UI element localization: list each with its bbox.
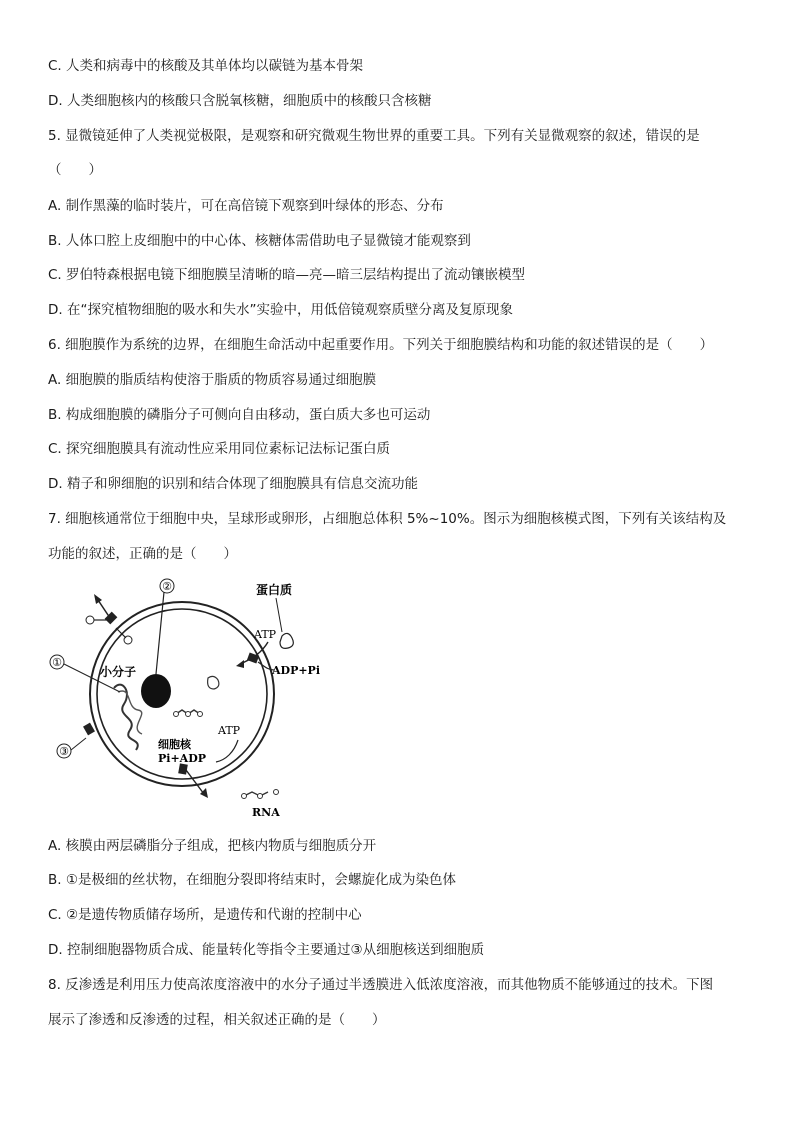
label-adp-pi: ADP+Pi [272,664,321,677]
option-5c: C. 罗伯特森根据电镜下细胞膜呈清晰的暗—亮—暗三层结构提出了流动镶嵌模型 [48,267,526,283]
protein-shape [280,633,293,648]
question-7-stem: 7. 细胞核通常位于细胞中央，呈球形或卵形，占细胞总体积 5%~10%。图示为细胞核模式图，下列有关该结构及 [48,511,727,527]
option-5d: D. 在“探究植物细胞的吸水和失水”实验中，用低倍镜观察质壁分离及复原现象 [48,302,513,318]
option-7a: A. 核膜由两层磷脂分子组成，把核内物质与细胞质分开 [48,838,377,854]
label-3: ③ [59,745,69,758]
question-8-stem: 8. 反渗透是利用压力使高浓度溶液中的水分子通过半透膜进入低浓度溶液，而其他物质不能够通过的技术。下图 [48,977,714,993]
label-nucleus: 细胞核 [158,738,191,751]
option-7c: C. ②是遗传物质储存场所，是遗传和代谢的控制中心 [48,907,362,923]
chromatin [114,685,138,750]
label-atp-top: ATP [254,628,277,641]
label-small-molecule: 小分子 [100,665,137,679]
option-6b: B. 构成细胞膜的磷脂分子可侧向自由移动，蛋白质大多也可运动 [48,407,431,423]
label-rna: RNA [252,806,280,819]
rna-strand [244,792,268,796]
small-molecule-dot [86,616,94,624]
label-atp-bottom: ATP [218,724,241,737]
option-7b: B. ①是极细的丝状物，在细胞分裂即将结束时，会螺旋化成为染色体 [48,872,456,888]
option-5b: B. 人体口腔上皮细胞中的中心体、核糖体需借助电子显微镜才能观察到 [48,233,471,249]
nucleus-diagram [40,578,340,823]
label-pi-adp: Pi+ADP [158,752,207,765]
option-6c: C. 探究细胞膜具有流动性应采用同位素标记法标记蛋白质 [48,441,391,457]
question-6-stem: 6. 细胞膜作为系统的边界，在细胞生命活动中起重要作用。下列关于细胞膜结构和功能的叙述错误的是（ ） [48,337,714,353]
question-5-stem: 5. 显微镜延伸了人类视觉极限，是观察和研究微观生物世界的重要工具。下列有关显微观察的叙述，错误的是 [48,128,700,144]
option-6a: A. 细胞膜的脂质结构使溶于脂质的物质容易通过细胞膜 [48,372,377,388]
option-6d: D. 精子和卵细胞的识别和结合体现了细胞膜具有信息交流功能 [48,476,418,492]
question-7-stem-cont: 功能的叙述，正确的是（ ） [48,546,237,562]
label-2: ② [162,580,172,593]
label-protein: 蛋白质 [256,583,293,597]
nucleolus [141,674,171,708]
option-4d: D. 人类细胞核内的核酸只含脱氧核糖，细胞质中的核酸只含核糖 [48,93,432,109]
question-5-answer-paren: （ ） [48,162,102,178]
option-4c: C. 人类和病毒中的核酸及其单体均以碳链为基本骨架 [48,58,364,74]
question-8-stem-cont: 展示了渗透和反渗透的过程，相关叙述正确的是（ ） [48,1012,386,1028]
option-7d: D. 控制细胞器物质合成、能量转化等指令主要通过③从细胞核送到细胞质 [48,942,485,958]
option-5a: A. 制作黑藻的临时装片，可在高倍镜下观察到叶绿体的形态、分布 [48,198,444,214]
label-1: ① [52,656,62,669]
